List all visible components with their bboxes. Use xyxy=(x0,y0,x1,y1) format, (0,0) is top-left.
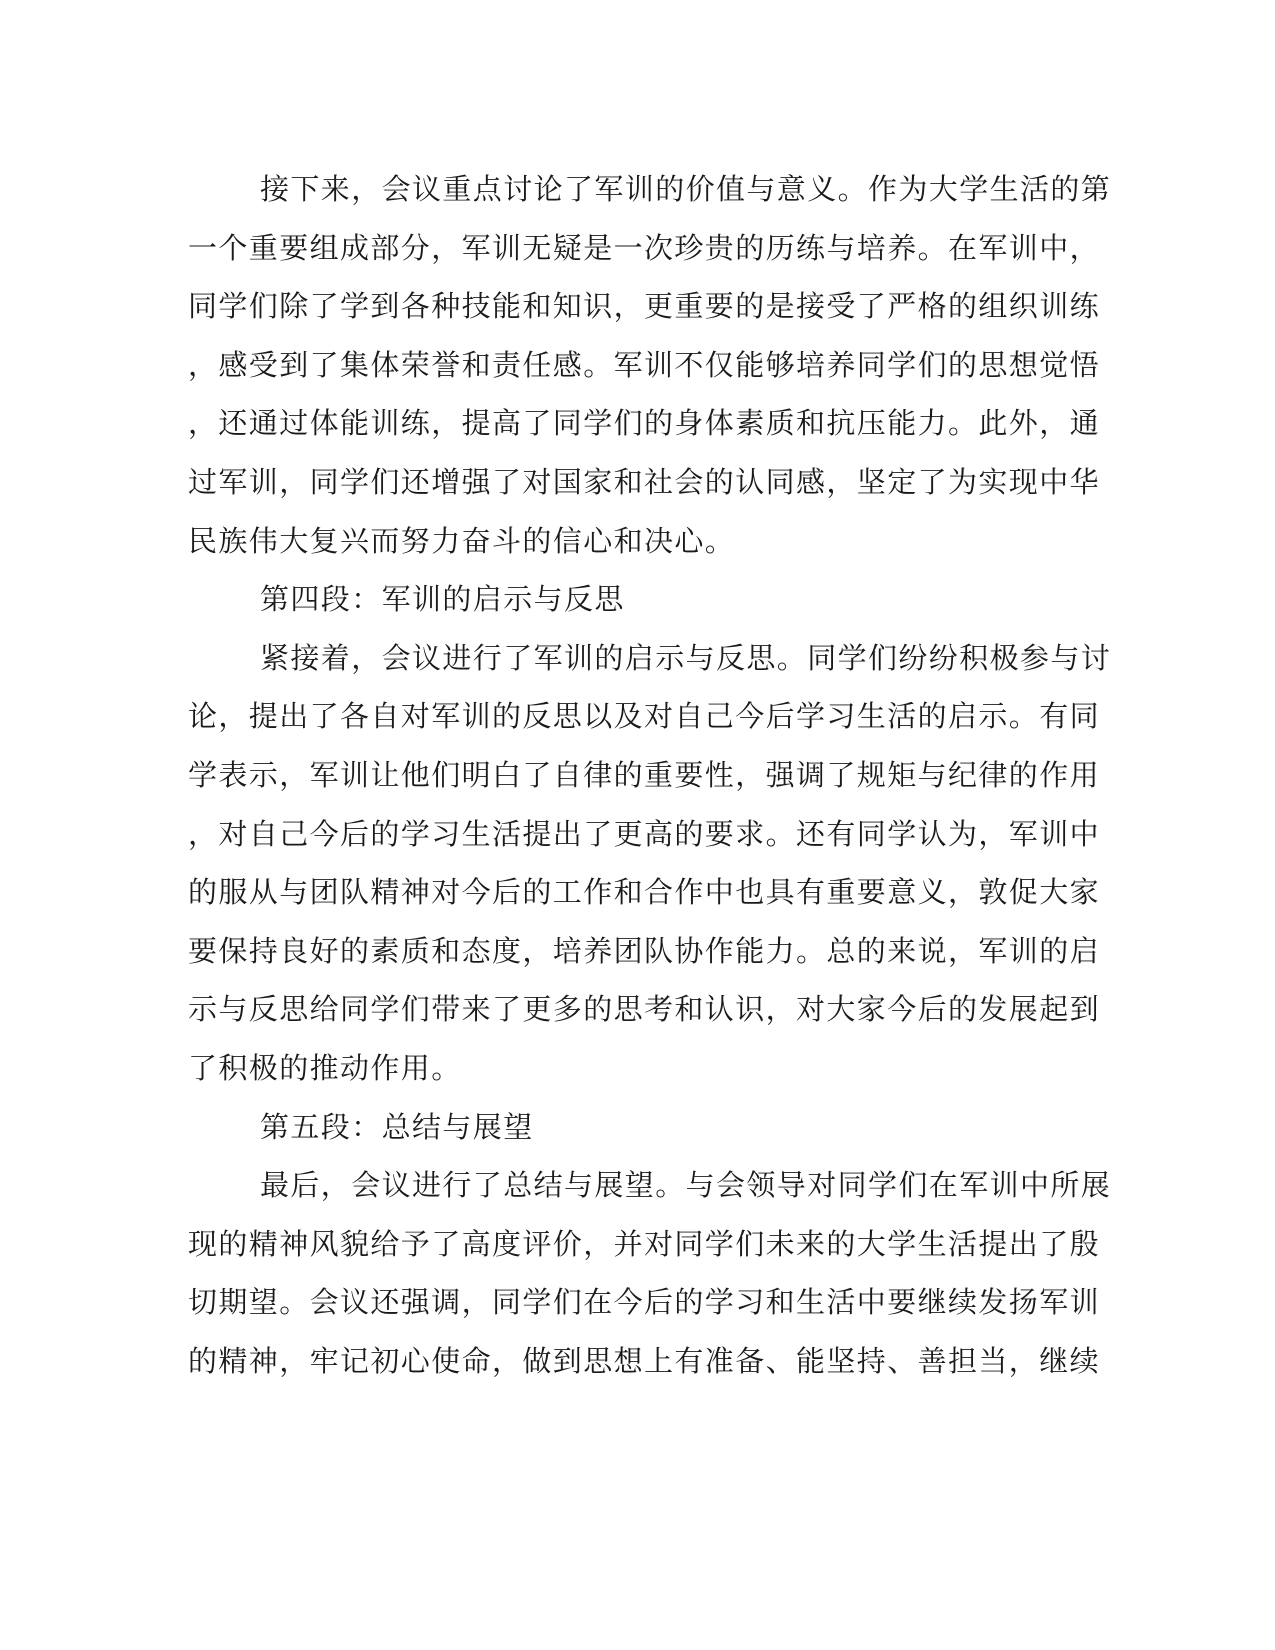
paragraph-line: 示与反思给同学们带来了更多的思考和认识，对大家今后的发展起到 xyxy=(188,992,1101,1027)
paragraph-line: 了积极的推动作用。 xyxy=(188,1050,462,1085)
paragraph-line-indented: 接下来，会议重点讨论了军训的价值与意义。作为大学生活的第 xyxy=(260,172,1112,206)
paragraph-line-indented: 第五段：总结与展望 xyxy=(260,1109,534,1144)
paragraph-line: 要保持良好的素质和态度，培养团队协作能力。总的来说，军训的启 xyxy=(188,933,1101,968)
paragraph-line: 论，提出了各自对军训的反思以及对自己今后学习生活的启示。有同 xyxy=(188,699,1101,734)
paragraph-line: ，还通过体能训练，提高了同学们的身体素质和抗压能力。此外，通 xyxy=(188,406,1101,441)
paragraph-line-indented: 紧接着，会议进行了军训的启示与反思。同学们纷纷积极参与讨 xyxy=(260,640,1112,675)
paragraph-line: 切期望。会议还强调，同学们在今后的学习和生活中要继续发扬军训 xyxy=(188,1285,1101,1320)
paragraph-line: 现的精神风貌给予了高度评价，并对同学们未来的大学生活提出了殷 xyxy=(188,1226,1101,1261)
paragraph-line: ，对自己今后的学习生活提出了更高的要求。还有同学认为，军训中 xyxy=(188,816,1101,851)
paragraph-line-indented: 第四段：军训的启示与反思 xyxy=(260,582,625,617)
document-body xyxy=(188,160,1112,1390)
paragraph-line: 过军训，同学们还增强了对国家和社会的认同感，坚定了为实现中华 xyxy=(188,464,1101,499)
paragraph-line: 的服从与团队精神对今后的工作和合作中也具有重要意义，敦促大家 xyxy=(188,875,1101,910)
paragraph-line: 同学们除了学到各种技能和知识，更重要的是接受了严格的组织训练 xyxy=(188,289,1101,324)
paragraph-line: 一个重要组成部分，军训无疑是一次珍贵的历练与培养。在军训中， xyxy=(188,230,1101,265)
paragraph-line: 的精神，牢记初心使命，做到思想上有准备、能坚持、善担当，继续 xyxy=(188,1343,1101,1378)
paragraph-line: 学表示，军训让他们明白了自律的重要性，强调了规矩与纪律的作用 xyxy=(188,757,1101,792)
paragraph-line: ，感受到了集体荣誉和责任感。军训不仅能够培养同学们的思想觉悟 xyxy=(188,347,1101,382)
paragraph-line: 民族伟大复兴而努力奋斗的信心和决心。 xyxy=(188,523,736,558)
paragraph-line-indented: 最后，会议进行了总结与展望。与会领导对同学们在军训中所展 xyxy=(260,1168,1112,1203)
